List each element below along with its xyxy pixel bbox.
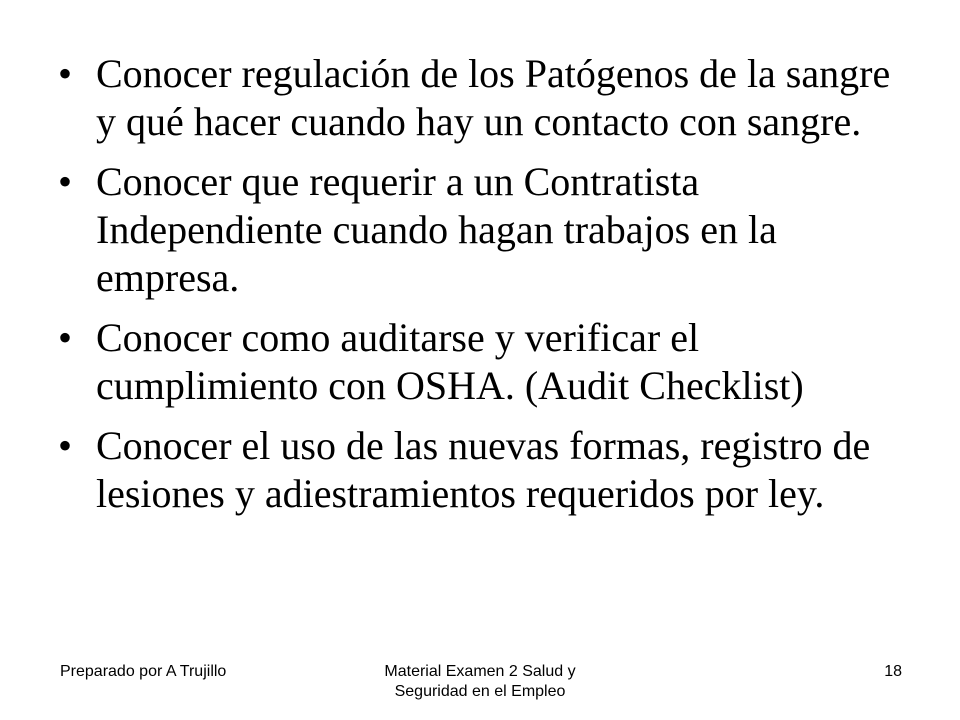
bullet-text: Conocer el uso de las nuevas formas, registro de lesiones y adiestramientos requeridos por ley. xyxy=(96,423,871,516)
bullet-text: Conocer regulación de los Patógenos de la sangre y qué hacer cuando hay un contacto con sangre. xyxy=(96,51,891,144)
footer-course-line-2: Seguridad en el Empleo xyxy=(394,683,566,700)
footer-course-line-1: Material Examen 2 Salud y xyxy=(384,663,576,680)
bullet-dot-icon: • xyxy=(58,315,73,360)
page-number: 18 xyxy=(884,663,902,680)
bullet-dot-icon: • xyxy=(58,423,73,468)
bullet-item-contractor xyxy=(58,158,918,302)
bullet-text: Conocer como auditarse y verificar el cumplimiento con OSHA. (Audit Checklist) xyxy=(96,315,804,408)
bullet-item-forms xyxy=(58,422,918,518)
bullet-dot-icon: • xyxy=(58,159,73,204)
footer-course-title xyxy=(330,662,630,702)
bullet-text: Conocer que requerir a un Contratista Independiente cuando hagan trabajos en la empresa. xyxy=(96,159,777,300)
bullet-item-pathogens xyxy=(58,50,918,146)
bullet-item-audit xyxy=(58,314,918,410)
footer-author: Preparado por A Trujillo xyxy=(60,663,227,680)
bullet-dot-icon: • xyxy=(58,51,73,96)
bullet-list xyxy=(58,50,918,530)
